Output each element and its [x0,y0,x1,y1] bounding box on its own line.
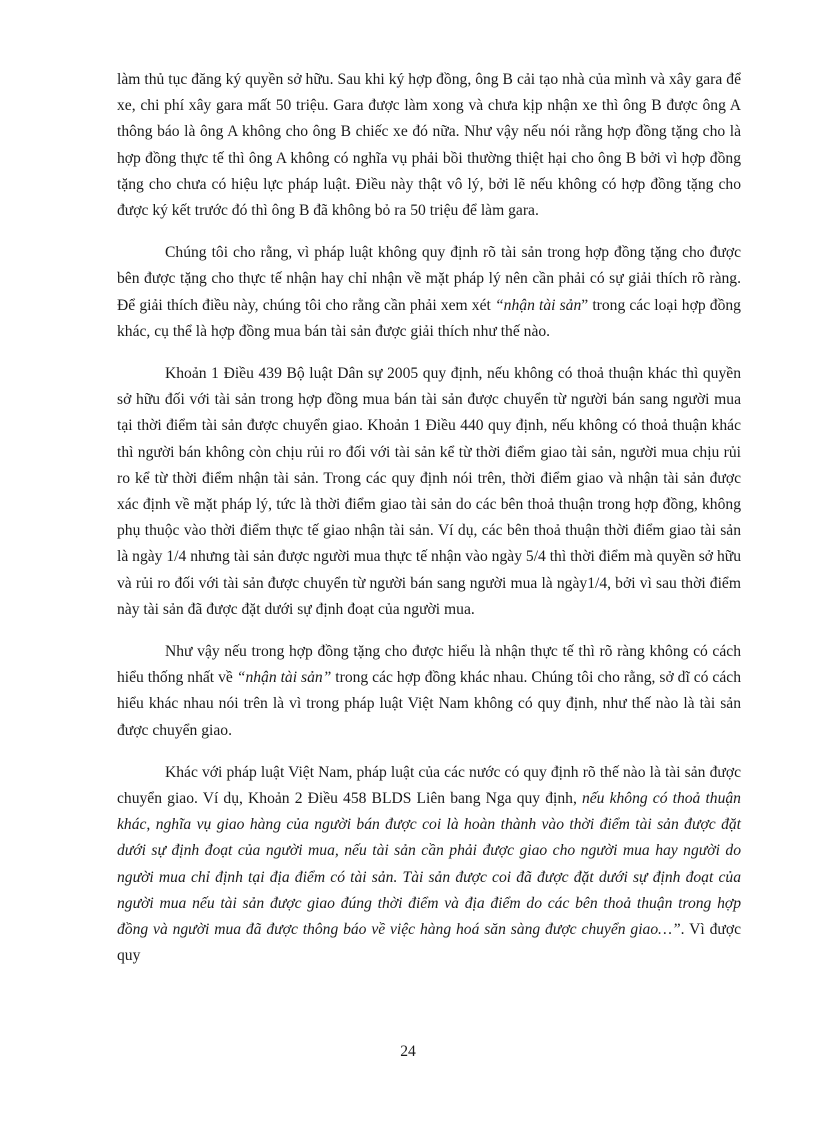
document-body [117,67,741,970]
paragraph-5-text-a: Khác với pháp luật Việt Nam, pháp luật của các nước có quy định rõ thế nào là tài sản được chuyển giao. Ví dụ, Khoản 2 Điều 458 BLDS Liên bang Nga quy định, [117,763,741,808]
paragraph-4 [117,639,741,744]
paragraph-4-text-a: Như vậy nếu trong hợp đồng tặng cho được hiểu là nhận thực tế thì rõ ràng không có cách hiểu thống nhất về [117,643,741,687]
paragraph-3 [117,361,741,623]
paragraph-5-text-b: . Vì được quy [117,921,741,965]
paragraph-2-text-a: Chúng tôi cho rằng, vì pháp luật không quy định rõ tài sản trong hợp đồng tặng cho được bên được tặng cho thực tế nhận hay chỉ nhận về mặt pháp lý nên cần phải có sự giải thích rõ ràng. Để giải thích điều này, chúng tôi cho rằng cần phải xem xét [117,244,741,314]
paragraph-2-italic-term: “nhận tài sản [495,296,582,314]
paragraph-5-italic-quote: nếu không có thoả thuận khác, nghĩa vụ giao hàng của người bán được coi là hoàn thành vào thời điểm tài sản được đặt dưới sự định đoạt của người mua, nếu tài sản cần phải được giao cho người mua hay người do người mua chỉ định tại địa điểm có tài sản. Tài sản được coi đã được đặt dưới sự định đoạt của người mua nếu tài sản được giao đúng thời điểm và địa điểm do các bên thoả thuận trong hợp đồng và người mua đã được thông báo về việc hàng hoá săn sàng được chuyển giao…” [117,790,741,939]
paragraph-5 [117,760,741,970]
page-number: 24 [400,1043,416,1060]
paragraph-4-italic-term: “nhận tài sản” [236,669,332,687]
paragraph-1-text: làm thủ tục đăng ký quyền sở hữu. Sau khi ký hợp đồng, ông B cải tạo nhà của mình và xây gara để xe, chi phí xây gara mất 50 triệu. Gara được làm xong và chưa kịp nhận xe thì ông B được ông A thông báo là ông A không cho ông B chiếc xe đó nữa. Như vậy nếu nói rằng hợp đồng tặng cho là hợp đồng thực tế thì ông A không có nghĩa vụ phải bồi thường thiệt hại cho ông B bởi vì hợp đồng tặng cho chưa có hiệu lực pháp luật. Điều này thật vô lý, bởi lẽ nếu không có hợp đồng tặng cho được ký kết trước đó thì ông B đã không bỏ ra 50 triệu để làm gara. [117,71,741,220]
paragraph-2-text-b: ” trong các loại hợp đồng khác, cụ thể là hợp đồng mua bán tài sản được giải thích như thế nào. [117,296,741,340]
paragraph-2 [117,240,741,345]
paragraph-3-text: Khoản 1 Điều 439 Bộ luật Dân sự 2005 quy định, nếu không có thoả thuận khác thì quyền sở hữu đối với tài sản trong hợp đồng mua bán tài sản được chuyển từ người bán sang người mua tại thời điểm tài sản được chuyển giao. Khoản 1 Điều 440 quy định, nếu không có thoả thuận khác thì người bán không còn chịu rủi ro đối với tài sản kể từ thời điểm giao tài sản, người mua chịu rủi ro kể từ thời điểm nhận tài sản. Trong các quy định nói trên, thời điểm giao và nhận tài sản được xác định về mặt pháp lý, tức là thời điểm giao tài sản do các bên thoả thuận trong hợp đồng, không phụ thuộc vào thời điểm thực tế giao nhận tài sản. Ví dụ, các bên thoả thuận thời điểm giao tài sản là ngày 1/4 nhưng tài sản được người mua thực tế nhận vào ngày 5/4 thì thời điểm mà quyền sở hữu và rủi ro đối với tài sản được chuyển từ người bán sang người mua là ngày1/4, bởi vì sau thời điểm này tài sản đã được đặt dưới sự định đoạt của người mua. [117,365,741,618]
paragraph-4-text-b: trong các hợp đồng khác nhau. Chúng tôi cho rằng, sở dĩ có cách hiểu khác nhau nói trên là vì trong pháp luật Việt Nam không có quy định, như thế nào là tài sản được chuyển giao. [117,669,741,739]
paragraph-1 [117,67,741,224]
